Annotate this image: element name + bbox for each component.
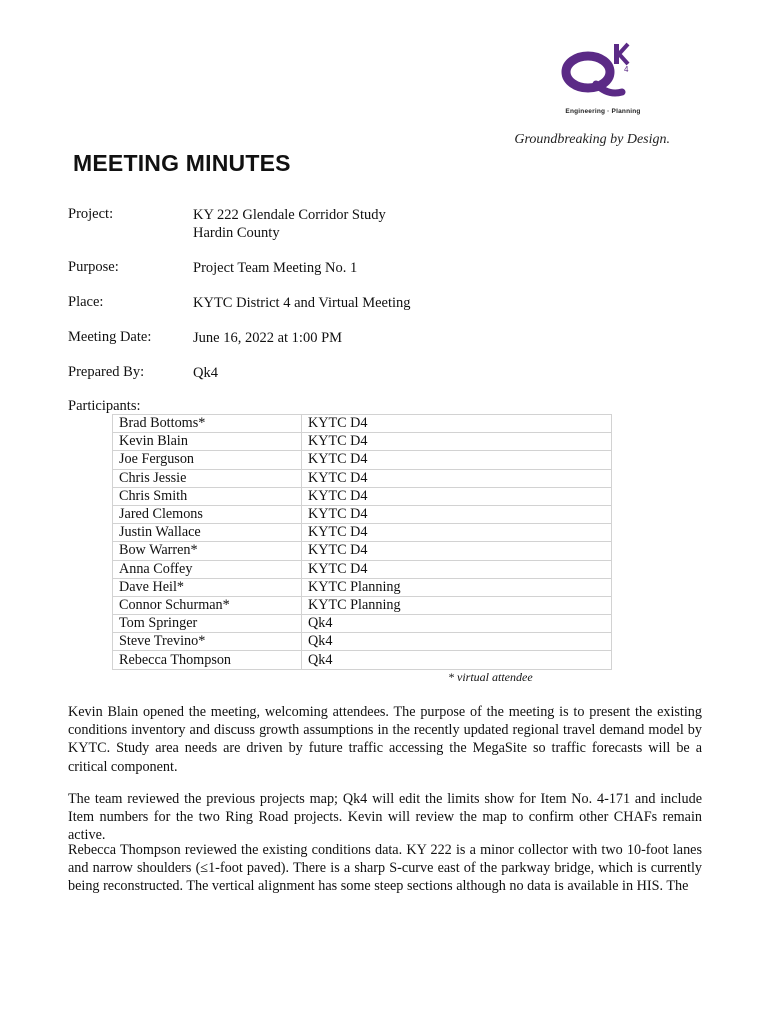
participants-label: Participants: <box>68 398 141 414</box>
svg-text:4: 4 <box>624 65 629 74</box>
participant-organization: Qk4 <box>302 651 612 669</box>
participant-row <box>113 487 612 505</box>
participant-row <box>113 651 612 669</box>
participant-name: Connor Schurman* <box>113 596 302 614</box>
participants-table <box>112 414 612 670</box>
participant-name: Bow Warren* <box>113 542 302 560</box>
paragraph-opening: Kevin Blain opened the meeting, welcoming attendees. The purpose of the meeting is to present the existing conditions inventory and discuss growth assumptions in the recently updated regional travel demand model by KYTC. Study area needs are driven by future traffic accessing the MegaSite so traffic forecasts will be a critical component. <box>68 704 702 775</box>
participant-row <box>113 615 612 633</box>
page-title: MEETING MINUTES <box>73 150 291 176</box>
participant-organization: KYTC Planning <box>302 596 612 614</box>
virtual-attendee-footnote: * virtual attendee <box>448 670 533 684</box>
participant-name: Brad Bottoms* <box>113 415 302 433</box>
paragraph-existing-conditions: Rebecca Thompson reviewed the existing conditions data. KY 222 is a minor collector with two 10-foot lanes and narrow shoulders (≤1-foot paved). There is a sharp S-curve east of the parkway bridge, which is currently being reconstructed. The vertical alignment has some steep sections although no data is available in HIS. The <box>68 842 702 895</box>
participant-name: Dave Heil* <box>113 578 302 596</box>
participant-name: Kevin Blain <box>113 433 302 451</box>
participant-organization: Qk4 <box>302 615 612 633</box>
meeting-date-value: June 16, 2022 at 1:00 PM <box>193 330 343 346</box>
participant-row <box>113 560 612 578</box>
participant-organization: KYTC D4 <box>302 505 612 523</box>
project-label: Project: <box>68 206 114 222</box>
project-value <box>193 206 386 242</box>
participant-row <box>113 469 612 487</box>
participant-row <box>113 505 612 523</box>
participant-organization: KYTC Planning <box>302 578 612 596</box>
purpose-value: Project Team Meeting No. 1 <box>193 260 358 276</box>
participant-name: Anna Coffey <box>113 560 302 578</box>
participant-row <box>113 415 612 433</box>
prepared-by-label: Prepared By: <box>68 364 145 380</box>
place-label: Place: <box>68 294 104 310</box>
participant-name: Jared Clemons <box>113 505 302 523</box>
participant-organization: Qk4 <box>302 633 612 651</box>
participant-name: Chris Jessie <box>113 469 302 487</box>
participant-name: Joe Ferguson <box>113 451 302 469</box>
participant-organization: KYTC D4 <box>302 469 612 487</box>
participant-organization: KYTC D4 <box>302 415 612 433</box>
paragraph-projects-map: The team reviewed the previous projects map; Qk4 will edit the limits show for Item No. 4-171 and include Item numbers for the two Ring Road projects. Kevin will review the map to confirm other CHAFs remain active. <box>68 791 702 844</box>
participant-row <box>113 451 612 469</box>
participant-organization: KYTC D4 <box>302 542 612 560</box>
participant-row <box>113 578 612 596</box>
participant-name: Justin Wallace <box>113 524 302 542</box>
participant-organization: KYTC D4 <box>302 524 612 542</box>
participant-row <box>113 542 612 560</box>
participant-row <box>113 433 612 451</box>
participant-organization: KYTC D4 <box>302 560 612 578</box>
tagline: Groundbreaking by Design. <box>514 132 670 147</box>
participant-name: Chris Smith <box>113 487 302 505</box>
participant-organization: KYTC D4 <box>302 433 612 451</box>
participant-name: Rebecca Thompson <box>113 651 302 669</box>
participant-organization: KYTC D4 <box>302 487 612 505</box>
logo-subtitle: Engineering · Planning <box>565 108 641 115</box>
place-value: KYTC District 4 and Virtual Meeting <box>193 295 411 311</box>
participant-name: Tom Springer <box>113 615 302 633</box>
prepared-by-value: Qk4 <box>193 365 218 381</box>
meeting-date-label: Meeting Date: <box>68 329 152 345</box>
purpose-label: Purpose: <box>68 259 119 275</box>
participant-row <box>113 524 612 542</box>
participant-organization: KYTC D4 <box>302 451 612 469</box>
participant-row <box>113 596 612 614</box>
project-line-2: Hardin County <box>193 225 280 241</box>
participant-row <box>113 633 612 651</box>
participant-name: Steve Trevino* <box>113 633 302 651</box>
project-line-1: KY 222 Glendale Corridor Study <box>193 207 386 223</box>
